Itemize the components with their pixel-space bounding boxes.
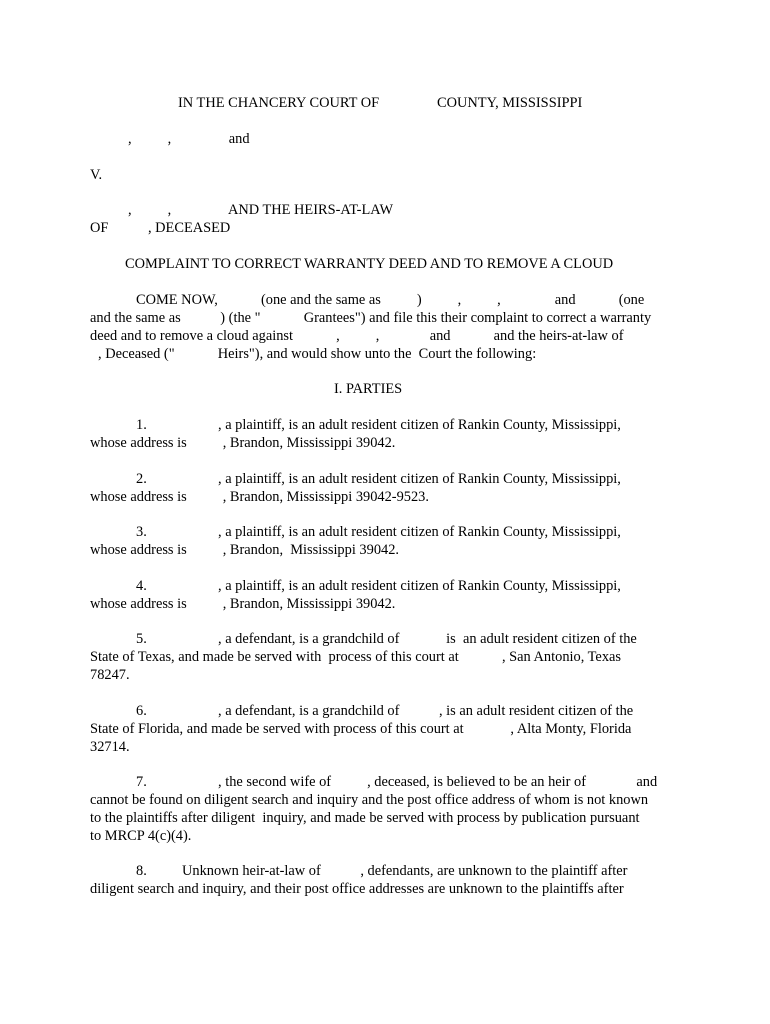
defendants-line-1: , , AND THE HEIRS-AT-LAW — [128, 202, 394, 218]
paragraph-line: , a plaintiff, is an adult resident citizen of Rankin County, Mississippi, — [218, 578, 621, 594]
paragraph-line: , a defendant, is a grandchild of , is an adult resident citizen of the — [218, 703, 634, 719]
paragraph-line: whose address is , Brandon, Mississippi 39042. — [90, 596, 396, 612]
paragraph-line: whose address is , Brandon, Mississippi 39042. — [90, 542, 399, 558]
paragraph-line: 78247. — [90, 667, 130, 683]
versus: V. — [90, 167, 103, 183]
intro-line-2: and the same as ) (the " Grantees") and file this their complaint to correct a warranty — [90, 310, 652, 326]
paragraph-line: to the plaintiffs after diligent inquiry, and made be served with process by publication pursuant — [90, 810, 640, 826]
paragraph-number: 8. — [136, 863, 147, 879]
paragraph-number: 4. — [136, 578, 147, 594]
paragraph-number: 2. — [136, 471, 147, 487]
paragraph-number: 6. — [136, 703, 147, 719]
paragraph-line: , a plaintiff, is an adult resident citizen of Rankin County, Mississippi, — [218, 417, 621, 433]
section-heading: I. PARTIES — [334, 381, 403, 397]
paragraph-number: 5. — [136, 631, 147, 647]
paragraph-line: State of Florida, and made be served with process of this court at , Alta Monty, Florida — [90, 721, 632, 737]
intro-line-3: deed and to remove a cloud against , , and and the heirs-at-law of — [90, 328, 624, 344]
court-name-right: COUNTY, MISSISSIPPI — [437, 95, 583, 111]
paragraph-line: 32714. — [90, 739, 130, 755]
paragraph-line: , the second wife of , deceased, is believed to be an heir of and — [218, 774, 658, 790]
plaintiffs-line: , , and — [128, 131, 250, 147]
paragraph-number: 7. — [136, 774, 147, 790]
paragraph-number: 1. — [136, 417, 147, 433]
paragraph-line: , a plaintiff, is an adult resident citizen of Rankin County, Mississippi, — [218, 471, 621, 487]
intro-line-1: COME NOW, (one and the same as ) , , and (one — [136, 292, 645, 308]
intro-line-4: , Deceased (" Heirs"), and would show unto the Court the following: — [98, 346, 537, 362]
paragraph-line: to MRCP 4(c)(4). — [90, 828, 192, 844]
paragraph-line: Unknown heir-at-law of , defendants, are unknown to the plaintiff after — [182, 863, 628, 879]
defendants-line-2: OF , DECEASED — [90, 220, 231, 236]
document-title: COMPLAINT TO CORRECT WARRANTY DEED AND TO REMOVE A CLOUD — [125, 256, 614, 272]
court-name-left: IN THE CHANCERY COURT OF — [178, 95, 380, 111]
paragraph-line: , a plaintiff, is an adult resident citizen of Rankin County, Mississippi, — [218, 524, 621, 540]
paragraph-line: State of Texas, and made be served with process of this court at , San Antonio, Texas — [90, 649, 621, 665]
paragraph-line: , a defendant, is a grandchild of is an adult resident citizen of the — [218, 631, 637, 647]
paragraph-line: diligent search and inquiry, and their post office addresses are unknown to the plaintiffs after — [90, 881, 624, 897]
paragraph-line: cannot be found on diligent search and inquiry and the post office address of whom is not known — [90, 792, 649, 808]
paragraph-line: whose address is , Brandon, Mississippi 39042-9523. — [90, 489, 429, 505]
paragraph-number: 3. — [136, 524, 147, 540]
paragraph-line: whose address is , Brandon, Mississippi 39042. — [90, 435, 396, 451]
